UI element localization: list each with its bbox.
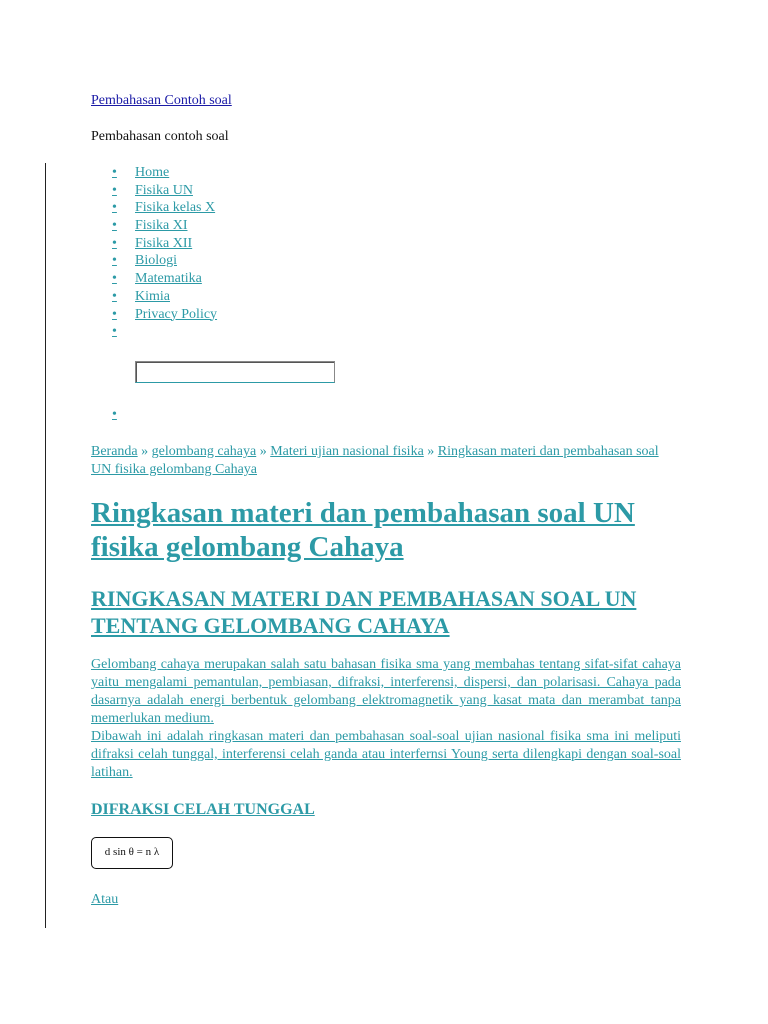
nav-link-fisika-kelas-x[interactable]: Fisika kelas X — [135, 200, 216, 216]
nav-link-privacy-policy[interactable]: Privacy Policy — [135, 306, 218, 322]
left-border-line — [45, 163, 46, 928]
nav-link-fisika-un[interactable]: Fisika UN — [135, 182, 193, 198]
nav-item-matematika[interactable] — [112, 270, 217, 288]
paragraph-intro: Gelombang cahaya merupakan salah satu bahasan fisika sma yang membahas tentang sifat-sifat cahaya yaitu mengalami pemantulan, pembiasan, difraksi, interferensi, dispersi, dan polarisasi. Cahaya pada dasarnya adalah energi berbentuk gelombang elektromagnetik yang kasat mata dan merambat tanpa memerlukan medium. — [91, 657, 681, 726]
bullet-icon: • — [112, 306, 117, 322]
post-body — [91, 656, 681, 782]
bullet-icon: • — [112, 165, 117, 180]
nav-link-kimia[interactable]: Kimia — [135, 288, 170, 304]
nav-link-home[interactable]: Home — [135, 165, 170, 180]
nav-item-fisika-xii[interactable] — [112, 235, 217, 253]
site-title-link[interactable]: Pembahasan Contoh soal — [91, 93, 232, 108]
bullet-icon: • — [112, 235, 117, 251]
bullet-icon: • — [112, 253, 117, 269]
breadcrumb-current[interactable]: Ringkasan materi dan pembahasan soal UN fisika gelombang Cahaya — [91, 444, 659, 477]
breadcrumb — [91, 443, 681, 479]
nav-item-kimia[interactable] — [112, 288, 217, 306]
subheading-difraksi: DIFRAKSI CELAH TUNGGAL — [91, 801, 315, 818]
bullet-icon: • — [112, 288, 117, 304]
breadcrumb-separator: » — [423, 444, 438, 459]
breadcrumb-separator: » — [137, 444, 152, 459]
nav-link-fisika-xi[interactable]: Fisika XI — [135, 218, 188, 234]
site-description: Pembahasan contoh soal — [91, 129, 229, 144]
breadcrumb-separator: » — [256, 444, 271, 459]
nav-item-fisika-kelas-x[interactable] — [112, 199, 217, 217]
nav-link-biologi[interactable]: Biologi — [135, 253, 178, 269]
breadcrumb-link-beranda[interactable]: Beranda — [91, 444, 138, 459]
paragraph-summary: Dibawah ini adalah ringkasan materi dan pembahasan soal-soal ujian nasional fisika sma ini meliputi difraksi celah tunggal, interferensi celah ganda atau interfernsi Young serta dilengkapi dengan soal-soal latihan. — [91, 729, 681, 780]
breadcrumb-link-gelombang-cahaya[interactable]: gelombang cahaya — [151, 444, 257, 459]
search-input[interactable] — [135, 361, 335, 383]
bullet-icon: • — [112, 324, 117, 340]
nav-item-fisika-xi[interactable] — [112, 217, 217, 235]
bullet-icon[interactable]: • — [112, 407, 117, 422]
nav-item-home[interactable] — [112, 164, 217, 182]
bullet-icon: • — [112, 271, 117, 287]
post-title — [91, 496, 691, 564]
nav-link-fisika-xii[interactable]: Fisika XII — [135, 235, 193, 251]
nav-item-biologi[interactable] — [112, 252, 217, 270]
bullet-icon: • — [112, 218, 117, 234]
nav-item-fisika-un[interactable] — [112, 182, 217, 200]
nav-item-privacy-policy[interactable] — [112, 306, 217, 324]
post-title-link[interactable]: Ringkasan materi dan pembahasan soal UN fisika gelombang Cahaya — [91, 497, 635, 563]
nav-link-matematika[interactable]: Matematika — [135, 271, 202, 287]
section-heading: RINGKASAN MATERI DAN PEMBAHASAN SOAL UN TENTANG GELOMBANG CAHAYA — [91, 586, 637, 638]
bullet-icon: • — [112, 182, 117, 198]
breadcrumb-link-materi-un[interactable]: Materi ujian nasional fisika — [270, 444, 424, 459]
nav-item-empty[interactable] — [112, 323, 217, 341]
bullet-icon: • — [112, 200, 117, 216]
atau-text: Atau — [91, 892, 119, 907]
main-nav — [112, 164, 217, 341]
formula-image: d sin θ = n λ — [91, 837, 173, 869]
